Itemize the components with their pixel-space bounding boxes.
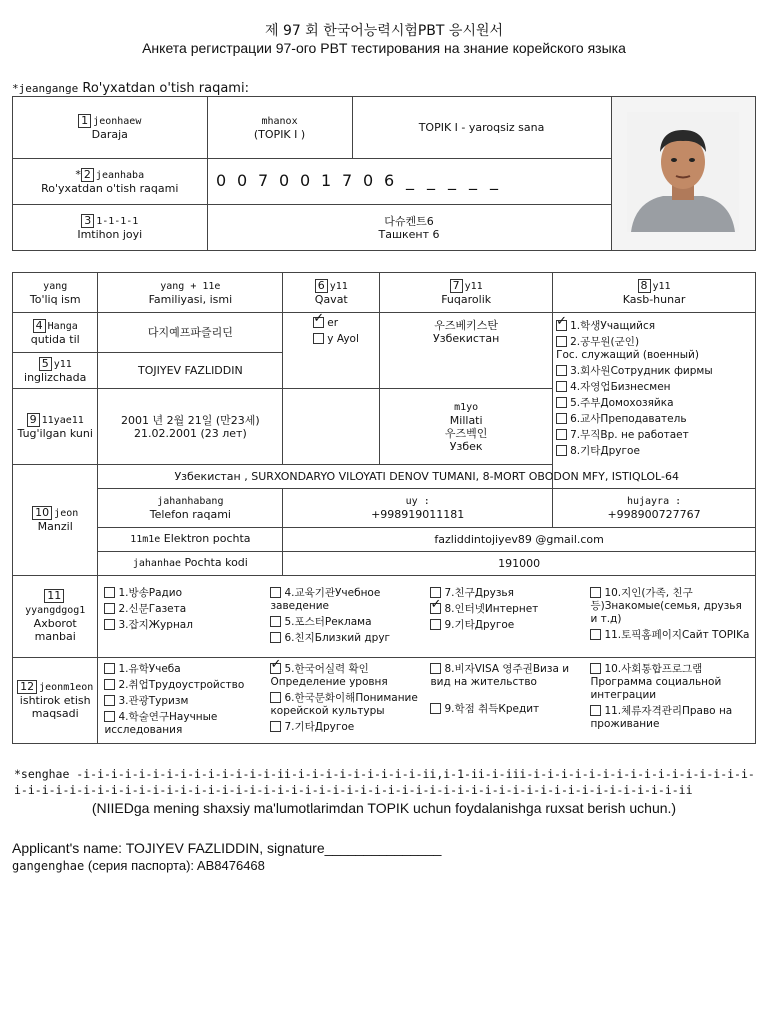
purpose-option[interactable]: ✓5.한국어실력 확인 Определение уровня: [270, 663, 430, 689]
occupation-option[interactable]: 7.무직Вр. не работает: [556, 429, 752, 442]
checkbox-icon[interactable]: [104, 603, 115, 614]
home-phone: uy : +998919011181: [283, 489, 553, 527]
source-option[interactable]: 2.신문Газета: [104, 603, 270, 616]
source-option[interactable]: 4.교육기관Учебное заведение: [270, 587, 381, 613]
source-header: 11yyangdgog1 Axborot manbai: [13, 575, 98, 657]
citizenship-value: 우즈베키스탄 Узбекистан: [380, 313, 553, 389]
purpose-option[interactable]: 1.유학Учеба: [104, 663, 270, 676]
checkbox-icon[interactable]: [556, 381, 567, 392]
purpose-option[interactable]: 2.취업Трудоустройство: [104, 679, 270, 692]
occupation-option[interactable]: ✓1.학생Учащийся: [556, 320, 752, 333]
english-name-header: 5 y11 inglizchada: [13, 353, 98, 389]
passport-line: gangenghae (серия паспорта): AB8476468: [12, 858, 265, 873]
purpose-col-1: [98, 660, 270, 740]
checkbox-icon[interactable]: [430, 603, 441, 614]
checkbox-icon[interactable]: [104, 679, 115, 690]
gender-header: 6 y11 Qavat: [283, 273, 380, 313]
level-header: 1 jeonhaew Daraja: [13, 97, 208, 159]
email-value: fazliddintojiyev89 @gmail.com: [283, 527, 756, 551]
blank-cell: [283, 389, 380, 465]
checkbox-icon[interactable]: [270, 721, 281, 732]
form-title-korean: 제 97 회 한국어능력시험PBT 응시원서: [264, 23, 504, 39]
checkbox-icon[interactable]: [430, 619, 441, 630]
source-option[interactable]: 11.토픽홈페이지Сайт TOPIKа: [590, 629, 750, 642]
citizenship-header: 7 y11 Fuqarolik: [380, 273, 553, 313]
mobile-phone: hujayra : +998900727767: [553, 489, 756, 527]
source-option[interactable]: 1.방송Радио: [104, 587, 270, 600]
checkbox-icon[interactable]: [590, 705, 601, 716]
source-option[interactable]: 7.친구Друзья: [430, 587, 590, 600]
source-option[interactable]: 3.잡지Журнал: [104, 619, 270, 632]
checkbox-icon[interactable]: [556, 413, 567, 424]
native-name-header: 4 Hanga qutida til: [13, 313, 98, 353]
checkbox-icon[interactable]: [104, 587, 115, 598]
level-value: TOPIK I - yaroqsiz sana: [352, 97, 611, 159]
checkbox-icon[interactable]: [590, 663, 601, 674]
gender-male[interactable]: ✓er: [313, 317, 376, 330]
source-col-3: [430, 584, 590, 648]
occupation-option[interactable]: 6.교사Преподаватель: [556, 413, 752, 426]
occupation-option[interactable]: 8.기타Другое: [556, 445, 752, 458]
occupation-option[interactable]: 2.공무원(군인) Гос. служащий (военный): [556, 336, 699, 362]
occupation-option[interactable]: 3.회사원Сотрудник фирмы: [556, 365, 752, 378]
checkbox-icon[interactable]: [104, 711, 115, 722]
purpose-options: [98, 657, 756, 743]
surname-header: yang + 11e Familiyasi, ismi: [98, 273, 283, 313]
exam-info-table: [12, 96, 756, 251]
source-col-1: [98, 584, 270, 648]
checkbox-icon[interactable]: [313, 317, 324, 328]
birthdate-value: 2001 년 2월 21일 (만23세) 21.02.2001 (23 лет): [98, 389, 283, 465]
registration-number-line: [12, 81, 249, 96]
checkbox-icon[interactable]: [556, 320, 567, 331]
address-value: Узбекистан , SURXONDARYO VILOYATI DENOV TUMANI, 8-MORT OBODON MFY, ISTIQLOL-64: [98, 465, 756, 489]
postal-value: 191000: [283, 551, 756, 575]
checkbox-icon[interactable]: [104, 695, 115, 706]
purpose-col-4: [590, 660, 750, 740]
registration-label: Ro'yxatdan o'tish raqami:: [82, 81, 249, 96]
level-type: mhanox (TOPIK I ): [207, 97, 352, 159]
purpose-option[interactable]: 7.기타Другое: [270, 721, 430, 734]
person-photo-icon: [627, 112, 739, 232]
gender-female[interactable]: y Ayol: [313, 333, 376, 346]
personal-info-table: [12, 272, 756, 744]
source-options: [98, 575, 756, 657]
checkbox-icon[interactable]: [556, 429, 567, 440]
checkbox-icon[interactable]: [270, 616, 281, 627]
purpose-option[interactable]: 8.비자VISA 영주권Виза и вид на жительство: [430, 663, 570, 689]
checkbox-icon[interactable]: [556, 445, 567, 456]
registration-code: *jeangange: [12, 82, 79, 95]
source-option[interactable]: ✓8.인터넷Интернет: [430, 603, 590, 616]
email-header: 11m1e Elektron pochta: [98, 527, 283, 551]
checkbox-icon[interactable]: [556, 397, 567, 408]
purpose-option[interactable]: 10.사회통합프로그램 Программа социальной интеграции: [590, 663, 722, 702]
occupation-option[interactable]: 4.자영업Бизнесмен: [556, 381, 752, 394]
consent-text: (NIIEDga mening shaxsiy ma'lumotlarimdan TOPIK uchun foydalanishga ruxsat berish uchun.): [91, 800, 677, 816]
checkbox-icon[interactable]: [430, 663, 441, 674]
checkbox-icon[interactable]: [104, 619, 115, 630]
source-option[interactable]: 10.지인(가족, 친구 등)Знакомые(семья, друзья и т.д): [590, 587, 742, 626]
source-option[interactable]: 6.친지Близкий друг: [270, 632, 430, 645]
purpose-option[interactable]: 6.한국문화이해Понимание корейской культуры: [270, 692, 418, 718]
registration-digits: 0 0 7 0 0 1 7 0 6 _ _ _ _ _: [207, 159, 611, 205]
occupation-options: [553, 313, 756, 489]
checkbox-icon[interactable]: [270, 663, 281, 674]
applicant-photo: [611, 97, 755, 251]
english-name-value: TOJIYEV FAZLIDDIN: [98, 353, 283, 389]
exam-place-header: 3 1-1-1-1 Imtihon joyi: [13, 205, 208, 251]
occupation-header: 8 y11 Kasb-hunar: [553, 273, 756, 313]
checkbox-icon[interactable]: [590, 629, 601, 640]
source-option[interactable]: 9.기타Другое: [430, 619, 590, 632]
native-name-value: 다지예프파즐리딘: [98, 313, 283, 353]
checkbox-icon[interactable]: [104, 663, 115, 674]
applicant-signature: Applicant's name: TOJIYEV FAZLIDDIN, signature_______________: [12, 840, 442, 856]
purpose-col-3: [430, 660, 590, 740]
source-col-2: [270, 584, 430, 648]
phone-header: jahanhabang Telefon raqami: [98, 489, 283, 527]
birthdate-header: 9 11yae11 Tug'ilgan kuni: [13, 389, 98, 465]
consent-code: *senghae -i-i-i-i-i-i-i-i-i-i-i-i-i-i-ii-i-i-i-i-i-i-i-i-i-ii,i-1-ii-i-iii-i-i-i-i-i-i-i-i-i-i-i-i-i-i-i-i-i-i-i-i-i-i-i-i-i-i-i-i-i-i-i-i-i-i-i-i-i-i-i-i-i-i-i-i-i-i-i-i-i-i-i-i-i-i-i-i-i-i-i-i-i-i-i-i-ii: [14, 767, 755, 797]
checkbox-icon[interactable]: [313, 333, 324, 344]
checkbox-icon[interactable]: [270, 692, 281, 703]
purpose-header: 12 jeonm1eon ishtirok etish maqsadi: [13, 657, 98, 743]
form-title-russian: Анкета регистрации 97-ого PBT тестирования на знание корейского языка: [142, 40, 626, 56]
purpose-option[interactable]: 4.학술연구Научные исследования: [104, 711, 218, 737]
checkbox-icon[interactable]: [430, 703, 441, 714]
purpose-option[interactable]: 9.학점 취득Кредит: [430, 703, 590, 716]
source-option[interactable]: 5.포스터Реклама: [270, 616, 430, 629]
occupation-option[interactable]: 5.주부Домохозяйка: [556, 397, 752, 410]
purpose-col-2: [270, 660, 430, 740]
checkbox-icon[interactable]: [270, 632, 281, 643]
postal-header: jahanhae Pochta kodi: [98, 551, 283, 575]
checkbox-icon[interactable]: [270, 587, 281, 598]
checkbox-icon[interactable]: [556, 336, 567, 347]
nationality-value: m1yo Millati 우즈벡인 Узбек: [380, 389, 553, 465]
purpose-option[interactable]: 11.체류자격관리Право на проживание: [590, 705, 733, 731]
exam-place-value: 다슈켄트6 Ташкент 6: [207, 205, 611, 251]
address-header: 10 jeon Manzil: [13, 465, 98, 575]
checkbox-icon[interactable]: [590, 587, 601, 598]
fullname-header: yang To'liq ism: [13, 273, 98, 313]
source-col-4: [590, 584, 750, 648]
checkbox-icon[interactable]: [556, 365, 567, 376]
gender-options: [283, 313, 380, 389]
purpose-option[interactable]: 3.관광Туризм: [104, 695, 270, 708]
registration-number-header: * 2 jeanhaba Ro'yxatdan o'tish raqami: [13, 159, 208, 205]
